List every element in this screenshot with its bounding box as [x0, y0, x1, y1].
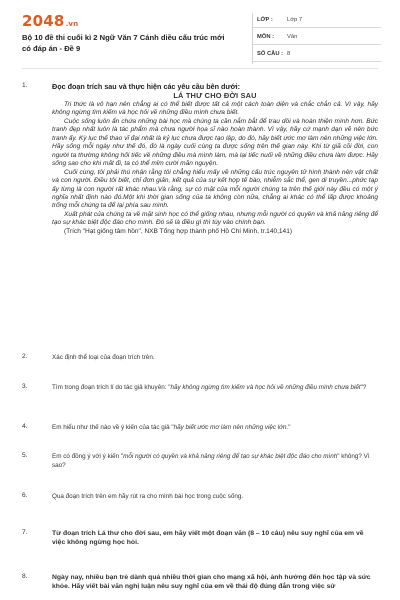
question-text	[52, 423, 378, 432]
question-5	[22, 452, 378, 470]
question-text: Qua đoạn trích trên em hãy rút ra cho mình bài học trong cuộc sống.	[52, 493, 244, 500]
question-text-part: "	[288, 424, 291, 431]
meta-key: LỚP :	[257, 17, 273, 23]
header-divider	[22, 68, 378, 69]
question-text: Từ đoạn trích Lá thư cho đời sau, em hãy viết một đoạn văn (8 – 10 câu) nêu suy nghĩ của em về việc không ngừng học hỏi.	[52, 530, 364, 546]
meta-row-subject	[253, 30, 381, 45]
meta-key: MÔN :	[257, 34, 275, 40]
question-3	[22, 383, 378, 392]
question-number: 2.	[22, 353, 28, 360]
question-number: 6.	[22, 492, 28, 499]
question-text	[52, 383, 378, 392]
meta-row-class	[253, 13, 381, 28]
passage-body	[52, 82, 378, 236]
question-text: Xác định thể loại của đoạn trích trên.	[52, 354, 155, 361]
question-text: Ngày nay, nhiều bạn trẻ dành quá nhiều thời gian cho mạng xã hội, ảnh hưởng đến học tập và sức khỏe. Hãy viết bài văn nghị luận nêu suy nghĩ của em về thái độ đúng đắn trong việc sử	[52, 574, 371, 590]
passage-paragraph: Cuộc sống luôn ẩn chứa những bài học mà chúng ta cần nắm bắt để trau dồi và hoàn thiện mình hơn. Bức tranh đẹp nhất luôn là tác phẩm mà chưa người họa sĩ nào hoàn thành. Vì vậy, hãy cứ mạnh dạn vẽ nên bức tranh ấy. Kỳ lục thế thao vĩ đại nhất là kỷ lục chưa được tạo lập, do đó, hãy biết ước mơ làm nên những việc lớn. Hãy sống mỗi ngày như thế đó, đó là ngày cuối cùng ta được sống trên thế gian này. Khi từ giã cõi đời, con người ta thường không hối tiếc về những điều mà mình làm, mà lại tiếc nuối về những điều chưa làm được. Hãy sống sao cho khi mất đi, ta có thể mỉm cười mãn nguyện.	[52, 117, 378, 168]
logo-suffix: .vn	[65, 20, 79, 28]
meta-value: Văn	[287, 34, 298, 40]
passage-paragraph: Xuất phát của chúng ta về mặt sinh học có thể giống nhau, nhưng mỗi người có quyền và khả năng riêng để tạo sự khác biệt độc đáo cho mình. Đó sẽ là điều gì thì tùy vào chính bạn.	[52, 210, 378, 227]
meta-info-box	[252, 13, 381, 64]
document-title: Bộ 10 đề thi cuối kì 2 Ngữ Văn 7 Cánh diều cấu trúc mới có đáp án - Đề 9	[22, 33, 225, 53]
question-quote: mỗi người có quyền và khả năng riêng để tạo sự khác biệt độc đáo cho mình	[123, 453, 338, 460]
question-2	[22, 353, 378, 362]
meta-key: SỐ CÂU :	[257, 51, 284, 57]
question-number: 5.	[22, 452, 28, 459]
passage-intro: Đọc đoạn trích sau và thực hiện các yêu cầu bên dưới:	[52, 82, 241, 91]
logo-text: 2048	[22, 12, 65, 30]
passage-paragraph: Tri thức là vô hạn nên chẳng ai có thể biết được tất cả một cách toàn diện và chắc chắn cả. Vì vậy, hãy không ngừng tìm kiếm và học hỏi về những điều mình chưa biết.	[52, 101, 378, 117]
question-text-part: "?	[360, 384, 367, 391]
question-quote: hãy không ngừng tìm kiếm và học hỏi về những điều mình chưa biết	[170, 384, 361, 391]
question-number: 3.	[22, 383, 28, 390]
site-logo[interactable]	[22, 12, 78, 30]
question-text-part: Em hiểu như thế nào về ý kiến của tác giả "	[52, 424, 174, 431]
question-quote: hãy biết ước mơ làm nên những việc lớn.	[173, 424, 289, 431]
question-8	[22, 573, 378, 591]
question-number: 7.	[22, 529, 28, 536]
passage-paragraph: Cuối cùng, tôi phải thú nhận rằng tôi chẳng hiểu mấy về những cấu trúc nguyên tử hình thành nên vật chất và con người. Điều tôi biết, chỉ đơn giản, kết quả của sự kết hợp tế bào, nhiễm sắc thể, gen di truyền...phức tạp ấy từng là con người rất khác nhau.Và rằng, sự có mặt của mỗi người chúng ta trên thế giới này đều có một ý nghĩa nhất định nào đó.Một khi thời gian sống của ta không còn nữa, chẳng ai khác có thể lấp được khoảng trống mỗi chúng ta để lại phía sau mình.	[52, 168, 378, 210]
meta-row-count	[253, 47, 381, 62]
question-text-part: " không? Vì sao?	[52, 453, 370, 469]
meta-value: 8	[287, 51, 291, 57]
question-number: 1.	[22, 82, 28, 89]
question-number: 8.	[22, 573, 28, 580]
question-text-part: Em có đồng ý với ý kiến "	[52, 453, 124, 460]
question-text	[52, 452, 378, 470]
page-header	[0, 0, 400, 62]
question-4	[22, 423, 378, 432]
question-7	[22, 529, 378, 547]
question-6	[22, 492, 378, 501]
meta-value: Lớp 7	[287, 17, 303, 23]
passage-title: LÁ THƯ CHO ĐỜI SAU	[173, 91, 257, 100]
passage-citation: (Trích "Hạt giống tâm hồn", NXB Tổng hợp thành phố Hồ Chí Minh, tr.140,141)	[64, 227, 293, 235]
question-text-part: Tìm trong đoạn trích lí do tác giả khuyên: "	[52, 384, 171, 391]
question-1-passage	[22, 82, 378, 236]
question-number: 4.	[22, 423, 28, 430]
